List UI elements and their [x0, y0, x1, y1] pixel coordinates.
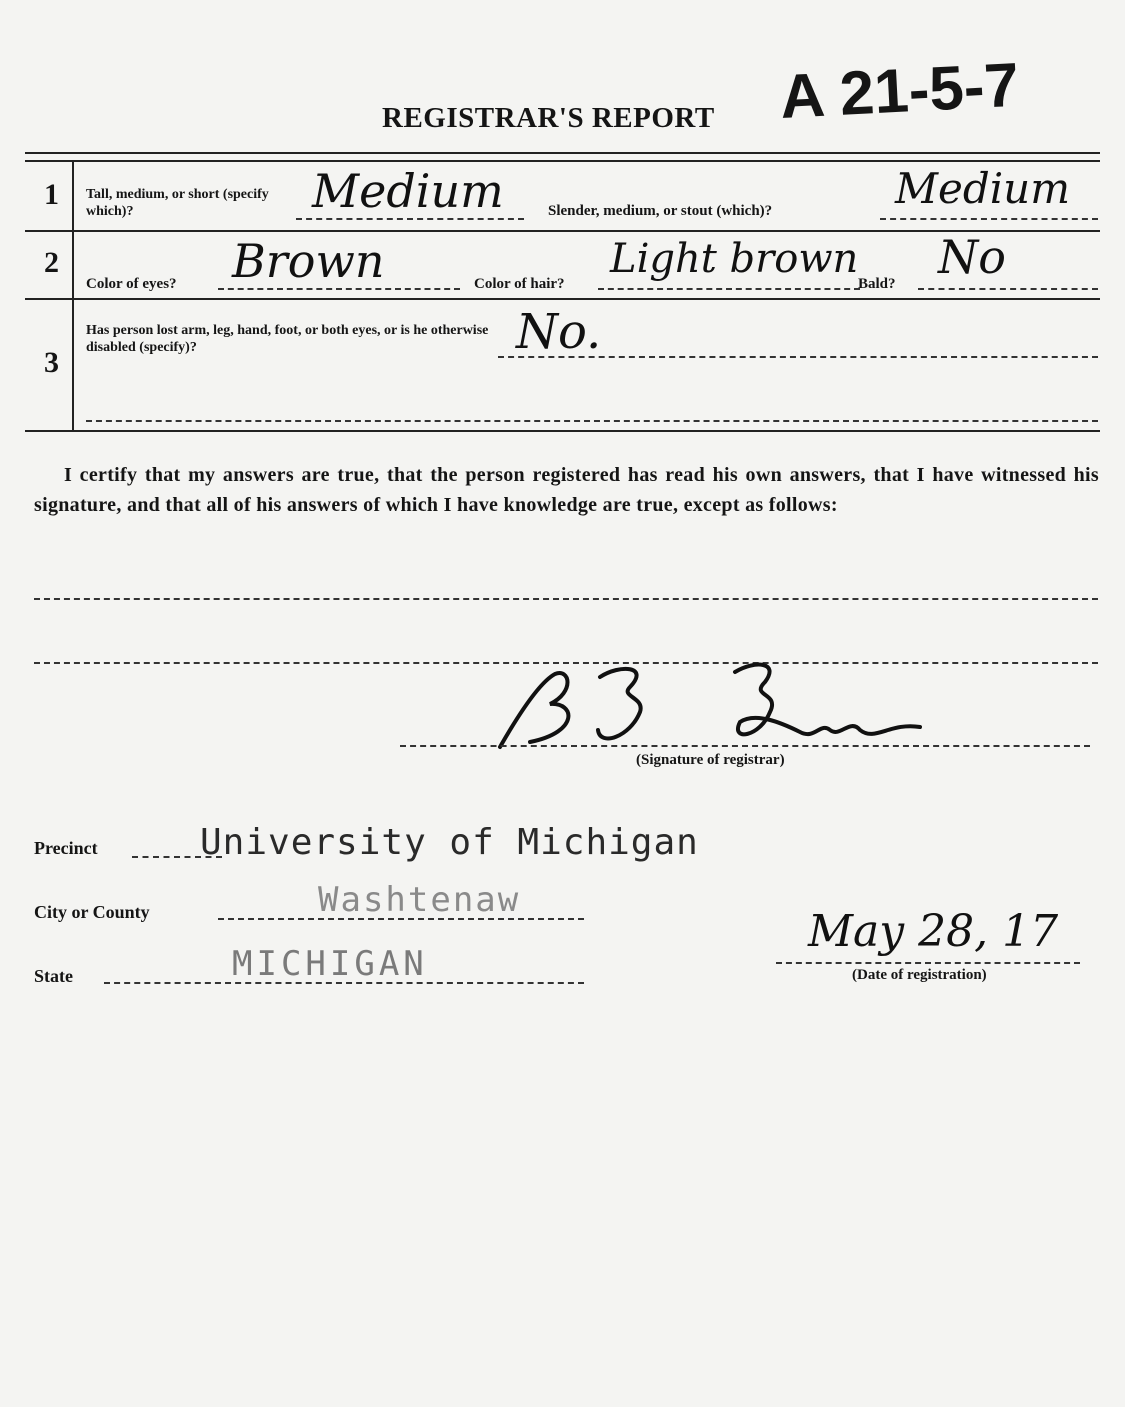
row2-answer-1: Brown	[232, 234, 385, 288]
row2-answer-3: No	[938, 230, 1006, 284]
county-value: Washtenaw	[318, 880, 521, 920]
row2-answer-line-2	[598, 288, 860, 290]
row1-answer-line-1	[296, 218, 524, 220]
page-title: REGISTRAR'S REPORT	[382, 102, 715, 134]
precinct-value: University of Michigan	[200, 822, 699, 863]
state-value: MICHIGAN	[232, 944, 428, 984]
row1-answer-1: Medium	[312, 164, 504, 218]
row3-answer-line-2	[86, 420, 1098, 422]
top-rule-2	[25, 160, 1100, 162]
bottom-rule	[25, 430, 1100, 432]
row2-question-2: Color of hair?	[474, 276, 565, 292]
registration-date: May 28, 17	[808, 906, 1059, 957]
number-column-rule	[72, 160, 74, 432]
row-number-1: 1	[44, 178, 59, 211]
row1-answer-line-2	[880, 218, 1098, 220]
signature-line	[400, 745, 1090, 747]
row3-answer: No.	[516, 304, 602, 360]
exception-line-1	[34, 598, 1098, 600]
row1-question-2: Slender, medium, or stout (which)?	[548, 203, 773, 219]
top-rule	[25, 152, 1100, 154]
certification-text: I certify that my answers are true, that the person registered has read his own answers, that I have witnessed his signature, and that all of his answers of which I have knowledge are true, except as follows:	[34, 464, 1099, 516]
row2-answer-2: Light brown	[610, 236, 859, 282]
serial-number: A 21-5-7	[778, 50, 1021, 133]
row2-question-1: Color of eyes?	[86, 276, 177, 292]
precinct-label: Precinct	[34, 838, 98, 858]
row-number-3: 3	[44, 346, 59, 379]
county-label: City or County	[34, 902, 150, 922]
row2-answer-line-3	[918, 288, 1098, 290]
date-caption: (Date of registration)	[852, 967, 987, 983]
row-divider-2	[25, 298, 1100, 300]
row-number-2: 2	[44, 246, 59, 279]
state-label: State	[34, 966, 73, 986]
row1-answer-2: Medium	[895, 164, 1071, 213]
row2-answer-line-1	[218, 288, 460, 290]
date-line	[776, 962, 1080, 964]
row3-question: Has person lost arm, leg, hand, foot, or both eyes, or is he otherwise disabled (specify)?	[86, 323, 489, 355]
row1-question-1: Tall, medium, or short (specify which)?	[86, 187, 269, 219]
signature-caption: (Signature of registrar)	[636, 752, 785, 768]
row2-question-3: Bald?	[858, 276, 896, 292]
